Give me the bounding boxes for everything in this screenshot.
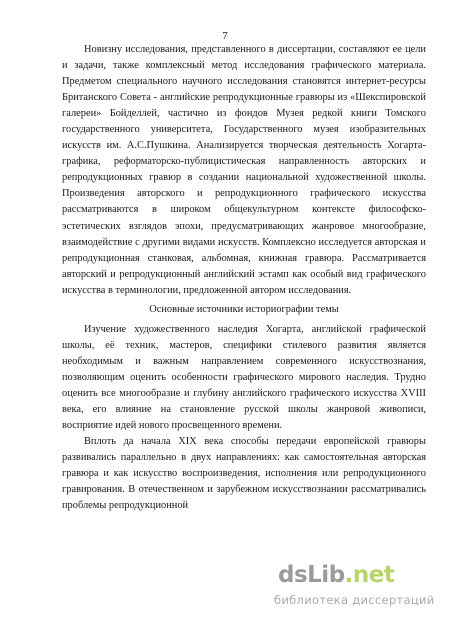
section-heading: Основные источники историографии темы bbox=[149, 303, 339, 315]
dslib-logo: dsLib.net bbox=[278, 562, 395, 588]
paragraph-history: Вплоть да начала XIX века способы передачи европейской гравюры развивались параллельно в двух направлениях: как самостоятельная авторская гравюра и как искусство воспроизведения, исполнения или репродукционного гравирования. В отечественном и зарубежном искусствознании рассматривались проблемы репродукционной bbox=[62, 436, 426, 512]
paragraph-novelty: Новизну исследования, представленного в диссертации, составляют ее цели и задачи, также комплексный метод исследования графического материала. Предметом специального научного исследования становятся интернет-ресурсы Британского Совета - английские репродукционные гравюры из «Шекспировской галереи» Бойделлей, частично из фондов Музея редкой книги Томского государственного университета, Государственного музея изобразительных искусств им. А.С.Пушкина. Анализируется творческая деятельность Хогарта-графика, реформаторско-публицистическая направленность авторских и репродукционных гравюр в создании национальной художественной школы. Произведения авторского и репродукционного графического искусства рассматриваются в широком общекультурном контексте философско-эстетических взглядов эпохи, предусматривающих жанровое многообразие, взаимодействие с другими видами искусств. Комплексно исследуется авторская и репродукционная станковая, альбомная, книжная гравюра. Рассматривается авторский и репродукционный английский эстамп как особый вид графического искусства в терминологии, предложенной автором исследования. bbox=[62, 44, 426, 296]
dslib-watermark bbox=[272, 560, 450, 620]
page-number: 7 bbox=[222, 30, 228, 42]
paragraph-study: Изучение художественного наследия Хогарта, английской графической школы, её техник, мастеров, специфики стилевого развития является необходимым и важным направлением современного искусствознания, позволяющим оценить особенности графического мирового наследия. Трудно оценить все многообразие и глубину английского графического искусства XVIII века, его влияние на становление русской школы жанровой живописи, восприятие идей нового просвещенного времени. bbox=[62, 323, 426, 432]
document-body bbox=[62, 42, 426, 514]
watermark-tagline: библиотека диссертаций bbox=[274, 593, 435, 607]
